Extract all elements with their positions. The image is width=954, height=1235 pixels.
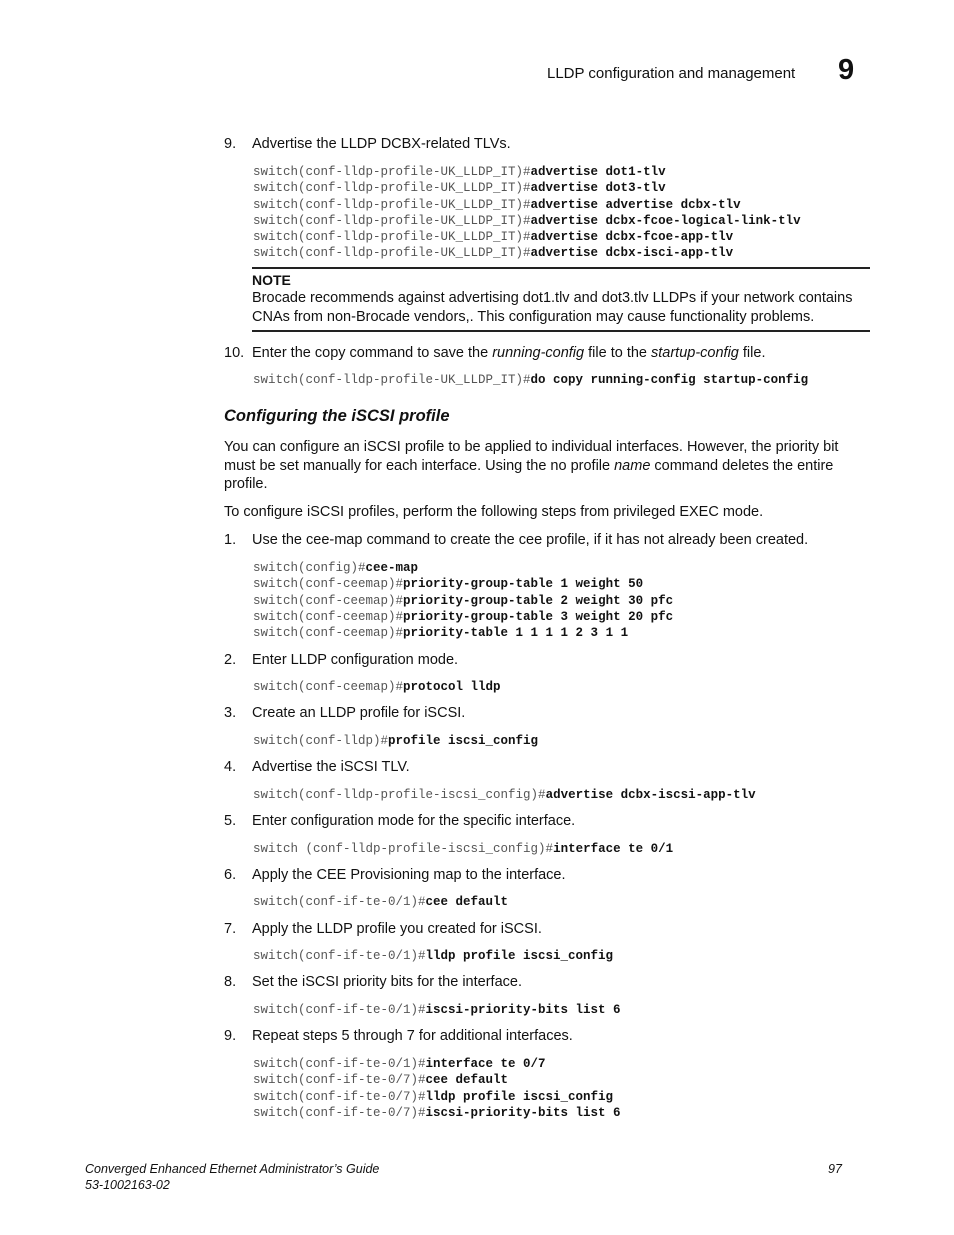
footer-doc-title: Converged Enhanced Ethernet Administrator’s Guide bbox=[85, 1162, 380, 1176]
step-number: 3. bbox=[224, 705, 237, 721]
code-line bbox=[253, 180, 801, 196]
step-text-pre: Use the bbox=[252, 532, 306, 548]
command-keyword: cee-map bbox=[306, 532, 363, 548]
cli-command: lldp profile iscsi_config bbox=[425, 949, 614, 963]
cli-prompt: switch(conf-lldp-profile-UK_LLDP_IT)# bbox=[253, 181, 531, 196]
cli-command: do copy running-config startup-config bbox=[530, 373, 809, 387]
step-8 bbox=[224, 974, 522, 990]
step-number: 1. bbox=[224, 532, 237, 548]
code-line bbox=[253, 576, 673, 592]
term-name: name bbox=[614, 457, 651, 474]
step-text: Repeat steps 5 through 7 for additional interfaces. bbox=[252, 1028, 573, 1044]
step-number: 7. bbox=[224, 921, 237, 937]
step-number: 9. bbox=[224, 1028, 237, 1044]
cli-command: advertise dcbx-fcoe-logical-link-tlv bbox=[530, 213, 801, 228]
code-line bbox=[253, 229, 801, 245]
section-heading: Configuring the iSCSI profile bbox=[224, 407, 450, 425]
footer-doc-number: 53-1002163-02 bbox=[85, 1178, 170, 1192]
step-text: Apply the LLDP profile you created for iSCSI. bbox=[252, 921, 542, 937]
cli-prompt: switch(conf-lldp-profile-UK_LLDP_IT)# bbox=[253, 246, 531, 261]
step-3 bbox=[224, 705, 465, 721]
cli-prompt: switch(conf-lldp)# bbox=[253, 734, 389, 748]
step-number: 5. bbox=[224, 813, 237, 829]
step-text: Create an LLDP profile for iSCSI. bbox=[252, 705, 466, 721]
step-7 bbox=[224, 921, 542, 937]
cli-prompt: switch(conf-lldp-profile-UK_LLDP_IT)# bbox=[253, 197, 531, 212]
cli-prompt: switch(conf-lldp-profile-UK_LLDP_IT)# bbox=[253, 213, 531, 228]
code-line bbox=[253, 679, 501, 695]
code-line bbox=[253, 787, 756, 803]
footer-page-number: 97 bbox=[828, 1162, 842, 1176]
note-text: Brocade recommends against advertising dot1.tlv and dot3.tlv LLDPs if your network contains CNAs from non-Brocade vendors,. This configuration may cause functionality problems. bbox=[252, 290, 853, 325]
cli-command: advertise dcbx-fcoe-app-tlv bbox=[530, 230, 734, 245]
cli-command: protocol lldp bbox=[403, 680, 501, 694]
step-text: Apply the CEE Provisioning map to the interface. bbox=[252, 867, 566, 883]
step-text-mid: command to save the bbox=[345, 345, 493, 361]
code-block-interface bbox=[253, 841, 673, 857]
command-keyword: copy bbox=[314, 345, 346, 361]
step-text-mid2: file to the bbox=[584, 345, 652, 361]
cli-command: profile iscsi_config bbox=[388, 734, 539, 748]
cli-prompt: switch(conf-if-te-0/1)# bbox=[253, 1003, 426, 1017]
intro-paragraph bbox=[224, 438, 864, 494]
step-number: 6. bbox=[224, 867, 237, 883]
cli-prompt: switch(conf-if-te-0/1)# bbox=[253, 949, 426, 963]
step-number: 10. bbox=[224, 345, 245, 361]
step-text: Enter LLDP configuration mode. bbox=[252, 652, 459, 668]
code-line bbox=[253, 841, 673, 857]
cli-command: priority-group-table 3 weight 20 pfc bbox=[403, 609, 674, 624]
cli-command: cee-map bbox=[365, 561, 419, 575]
steps-intro-paragraph: To configure iSCSI profiles, perform the following steps from privileged EXEC mode. bbox=[224, 504, 764, 520]
step-text: Advertise the LLDP DCBX-related TLVs. bbox=[252, 136, 511, 152]
cli-command: interface te 0/1 bbox=[553, 842, 674, 856]
cli-prompt: switch(conf-lldp-profile-UK_LLDP_IT)# bbox=[253, 230, 531, 245]
cli-command: lldp profile iscsi_config bbox=[425, 1089, 614, 1104]
code-line bbox=[253, 372, 808, 388]
step-2 bbox=[224, 652, 458, 668]
cli-prompt: switch(config)# bbox=[253, 561, 366, 575]
cli-command: advertise dot1-tlv bbox=[530, 165, 666, 179]
code-line bbox=[253, 197, 801, 213]
code-line bbox=[253, 1105, 621, 1121]
cli-command: iscsi-priority-bits list 6 bbox=[425, 1105, 621, 1120]
note-box bbox=[252, 267, 870, 332]
running-header-title: LLDP configuration and management bbox=[547, 65, 796, 82]
step-5 bbox=[224, 813, 575, 829]
code-line bbox=[253, 733, 538, 749]
code-block-priority-bits bbox=[253, 1002, 621, 1018]
cli-prompt: switch(conf-if-te-0/7)# bbox=[253, 1089, 426, 1104]
code-block-protocol-lldp bbox=[253, 679, 501, 695]
cli-prompt: switch(conf-lldp-profile-UK_LLDP_IT)# bbox=[253, 165, 531, 179]
code-block-advertise bbox=[253, 164, 801, 262]
command-keyword: no profile bbox=[550, 457, 611, 474]
code-line bbox=[253, 1056, 621, 1072]
code-line bbox=[253, 213, 801, 229]
code-line bbox=[253, 1089, 621, 1105]
cli-command: advertise dcbx-isci-app-tlv bbox=[530, 246, 734, 261]
cli-prompt: switch(conf-ceemap)# bbox=[253, 680, 404, 694]
code-line bbox=[253, 164, 801, 180]
code-line bbox=[253, 245, 801, 261]
cli-prompt: switch(conf-ceemap)# bbox=[253, 593, 404, 608]
step-text-pre: Enter the bbox=[252, 345, 315, 361]
cli-command: interface te 0/7 bbox=[425, 1057, 546, 1071]
cli-command: cee default bbox=[425, 1073, 509, 1088]
code-line bbox=[253, 593, 673, 609]
cli-command: priority-group-table 1 weight 50 bbox=[403, 577, 644, 592]
cli-command: cee default bbox=[425, 895, 509, 909]
step-number: 8. bbox=[224, 974, 237, 990]
cli-prompt: switch(conf-ceemap)# bbox=[253, 577, 404, 592]
code-line bbox=[253, 560, 673, 576]
step-9-advertise bbox=[224, 136, 511, 152]
cli-prompt: switch(conf-lldp-profile-iscsi_config)# bbox=[253, 788, 546, 802]
cli-prompt: switch(conf-if-te-0/7)# bbox=[253, 1105, 426, 1120]
code-block-cee-default bbox=[253, 894, 508, 910]
term-startup-config: startup-config bbox=[651, 345, 739, 361]
step-1-cee-map bbox=[224, 532, 808, 548]
step-9-repeat bbox=[224, 1028, 573, 1044]
step-text: Set the iSCSI priority bits for the interface. bbox=[252, 974, 522, 990]
step-6 bbox=[224, 867, 566, 883]
step-number: 4. bbox=[224, 759, 237, 775]
cli-prompt: switch(conf-lldp-profile-UK_LLDP_IT)# bbox=[253, 373, 531, 387]
code-block-repeat bbox=[253, 1056, 621, 1121]
note-label: NOTE bbox=[252, 272, 291, 288]
term-running-config: running-config bbox=[492, 345, 585, 361]
cli-prompt: switch(conf-if-te-0/1)# bbox=[253, 1057, 426, 1071]
cli-prompt: switch (conf-lldp-profile-iscsi_config)# bbox=[253, 842, 554, 856]
cli-command: iscsi-priority-bits list 6 bbox=[425, 1003, 621, 1017]
code-block-cee-map bbox=[253, 560, 673, 641]
code-line bbox=[253, 948, 613, 964]
code-line bbox=[253, 1072, 621, 1088]
step-text: Enter configuration mode for the specific interface. bbox=[252, 813, 576, 829]
cli-command: priority-table 1 1 1 1 2 3 1 1 bbox=[403, 626, 629, 641]
step-4 bbox=[224, 759, 410, 775]
code-block-lldp-profile bbox=[253, 948, 613, 964]
cli-prompt: switch(conf-if-te-0/7)# bbox=[253, 1073, 426, 1088]
code-line bbox=[253, 625, 673, 641]
step-text: Advertise the iSCSI TLV. bbox=[252, 759, 410, 775]
step-number: 2. bbox=[224, 652, 237, 668]
step-number: 9. bbox=[224, 136, 237, 152]
code-line bbox=[253, 894, 508, 910]
code-line bbox=[253, 1002, 621, 1018]
para-text-post: command deletes the entire profile. bbox=[224, 457, 834, 492]
cli-command: advertise dcbx-iscsi-app-tlv bbox=[545, 788, 756, 802]
code-block-profile bbox=[253, 733, 538, 749]
cli-prompt: switch(conf-ceemap)# bbox=[253, 626, 404, 641]
cli-command: advertise dot3-tlv bbox=[530, 181, 666, 196]
code-block-copy bbox=[253, 372, 808, 388]
cli-prompt: switch(conf-if-te-0/1)# bbox=[253, 895, 426, 909]
cli-command: advertise advertise dcbx-tlv bbox=[530, 197, 741, 212]
step-10-copy bbox=[224, 345, 765, 361]
cli-prompt: switch(conf-ceemap)# bbox=[253, 609, 404, 624]
step-text-post: file. bbox=[738, 345, 766, 361]
para-text: You can configure an iSCSI profile to be applied to individual interfaces. However, the priority bit must be set manually for each interface. Using the bbox=[224, 439, 839, 474]
code-line bbox=[253, 609, 673, 625]
cli-command: priority-group-table 2 weight 30 pfc bbox=[403, 593, 674, 608]
chapter-number: 9 bbox=[838, 54, 855, 86]
step-text-post: command to create the cee profile, if it has not already been created. bbox=[362, 532, 809, 548]
code-block-advertise-iscsi bbox=[253, 787, 756, 803]
